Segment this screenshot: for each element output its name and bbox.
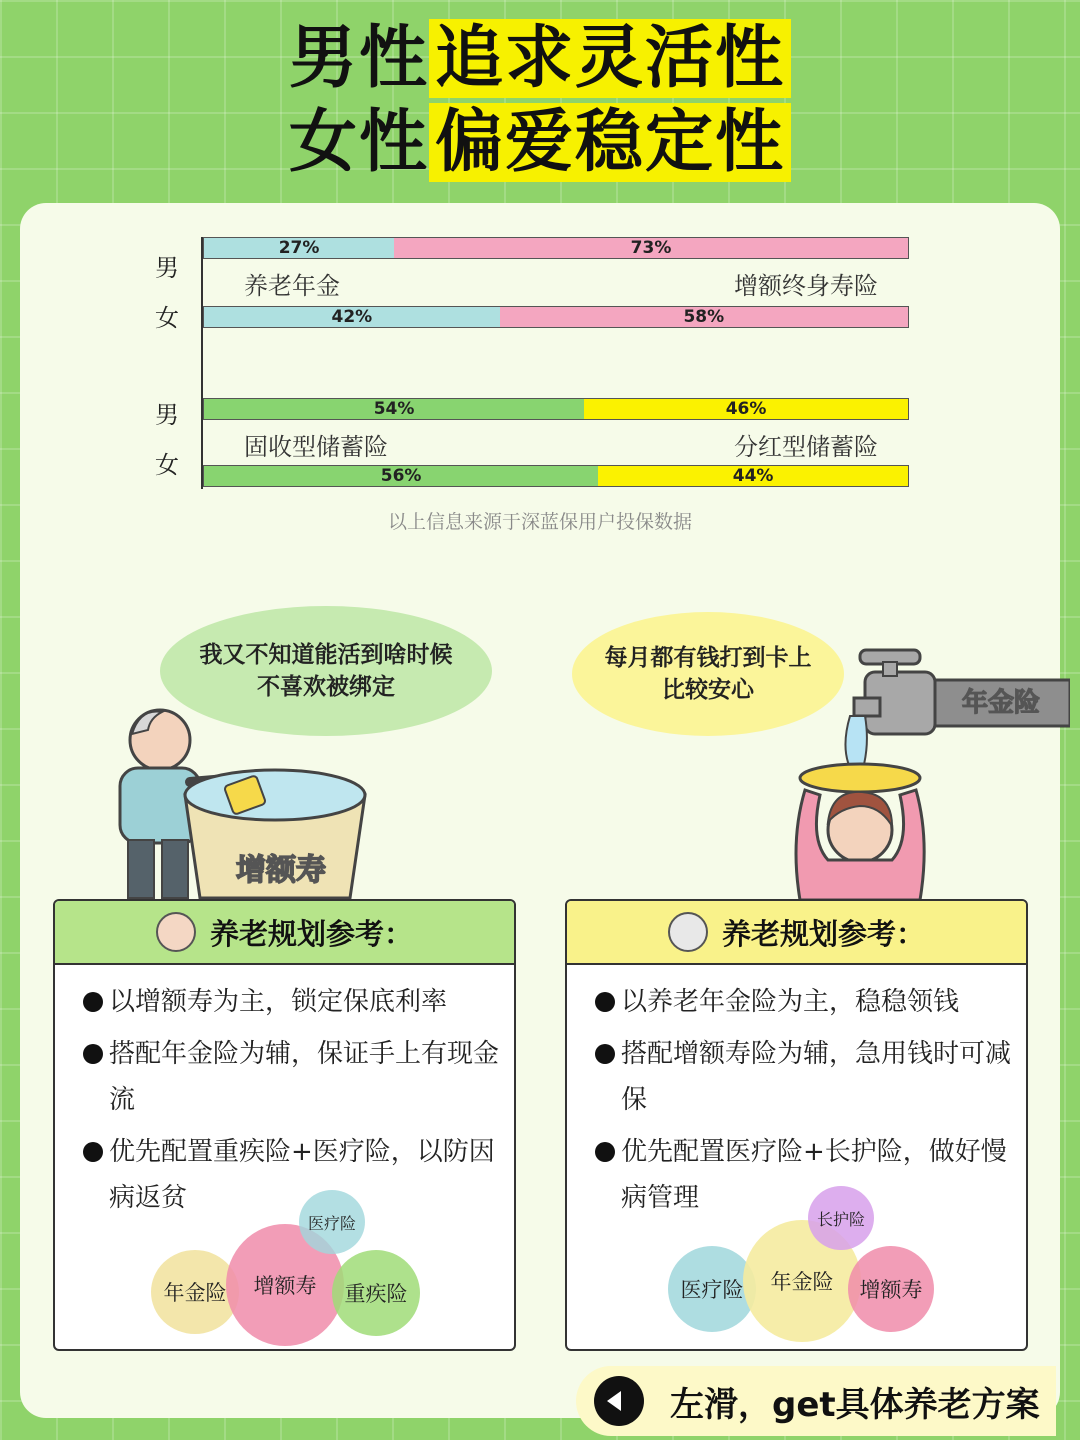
female-speech-line1: 每月都有钱打到卡上 <box>604 645 812 671</box>
bar-segment-whole-life-female: 58% <box>500 307 908 327</box>
group1-left-name: 养老年金 <box>244 272 340 300</box>
venn-male-annuity: 年金险 <box>151 1250 239 1334</box>
group2-left-name: 固收型储蓄险 <box>244 433 388 461</box>
venn-male-increasing-life: 增额寿 <box>226 1224 344 1346</box>
group1-female-label: 女 <box>155 304 179 332</box>
male-plan-card-title: 养老规划参考： <box>209 916 413 951</box>
venn-male-medical: 医疗险 <box>299 1190 365 1254</box>
group1-right-name: 增额终身寿险 <box>734 272 878 300</box>
swipe-arrow-icon <box>594 1376 644 1426</box>
female-plan-list <box>567 965 1026 1221</box>
bar-segment-fixed-female: 56% <box>204 466 598 486</box>
bucket-label: 增额寿 <box>236 853 326 888</box>
group1-male-label: 男 <box>155 254 179 282</box>
title-line1-highlight: 追求灵活性 <box>429 19 791 98</box>
venn-male-critical-illness: 重疾险 <box>332 1250 420 1336</box>
list-item: 以增额寿为主，锁定保底利率 <box>79 979 500 1025</box>
bar-group2-female <box>203 465 909 487</box>
female-plan-card-title: 养老规划参考： <box>721 916 925 951</box>
grandpa-avatar-icon <box>156 912 196 952</box>
female-speech-line2: 比较安心 <box>662 677 754 703</box>
page-title-line1 <box>0 20 1080 98</box>
list-item: 搭配增额寿险为辅，急用钱时可减保 <box>591 1031 1012 1123</box>
data-source-note: 以上信息来源于深蓝保用户投保数据 <box>387 511 692 533</box>
venn-female-medical: 医疗险 <box>668 1246 756 1332</box>
list-item: 优先配置重疾险+医疗险，以防因病返贫 <box>79 1129 500 1221</box>
list-item: 搭配年金险为辅，保证手上有现金流 <box>79 1031 500 1123</box>
list-item: 以养老年金险为主，稳稳领钱 <box>591 979 1012 1025</box>
male-speech-line2: 不喜欢被绑定 <box>257 674 395 700</box>
bar-segment-whole-life-male: 73% <box>394 238 908 258</box>
grandma-avatar-icon <box>668 912 708 952</box>
tap-grandma-illustration <box>770 640 1070 900</box>
venn-female-increasing-life: 增额寿 <box>848 1246 934 1332</box>
bar-group1-male <box>203 237 909 259</box>
tap-label: 年金险 <box>962 688 1041 718</box>
title-line1-plain: 男性 <box>288 19 429 98</box>
group2-right-name: 分红型储蓄险 <box>734 433 878 461</box>
group2-male-label: 男 <box>155 401 179 429</box>
title-line2-plain: 女性 <box>288 103 429 182</box>
bar-group1-female <box>203 306 909 328</box>
venn-female-annuity: 年金险 <box>743 1220 861 1342</box>
bar-segment-dividend-male: 46% <box>584 399 908 419</box>
chart-axis <box>201 237 203 489</box>
group2-female-label: 女 <box>155 451 179 479</box>
female-plan-card-header <box>567 901 1026 965</box>
male-plan-list <box>55 965 514 1221</box>
page-title-line2 <box>0 104 1080 182</box>
bar-group2-male <box>203 398 909 420</box>
list-item: 优先配置医疗险+长护险，做好慢病管理 <box>591 1129 1012 1221</box>
bar-segment-fixed-male: 54% <box>204 399 584 419</box>
male-plan-card-header <box>55 901 514 965</box>
venn-female-long-term-care: 长护险 <box>808 1186 874 1250</box>
bar-segment-dividend-female: 44% <box>598 466 908 486</box>
male-speech-line1: 我又不知道能活到啥时候 <box>199 642 453 668</box>
bar-segment-annuity-female: 42% <box>204 307 500 327</box>
swipe-left-cta[interactable] <box>576 1366 1056 1436</box>
swipe-left-cta-text: 左滑，get具体养老方案 <box>670 1384 1040 1425</box>
title-line2-highlight: 偏爱稳定性 <box>429 103 791 182</box>
bar-segment-annuity-male: 27% <box>204 238 394 258</box>
